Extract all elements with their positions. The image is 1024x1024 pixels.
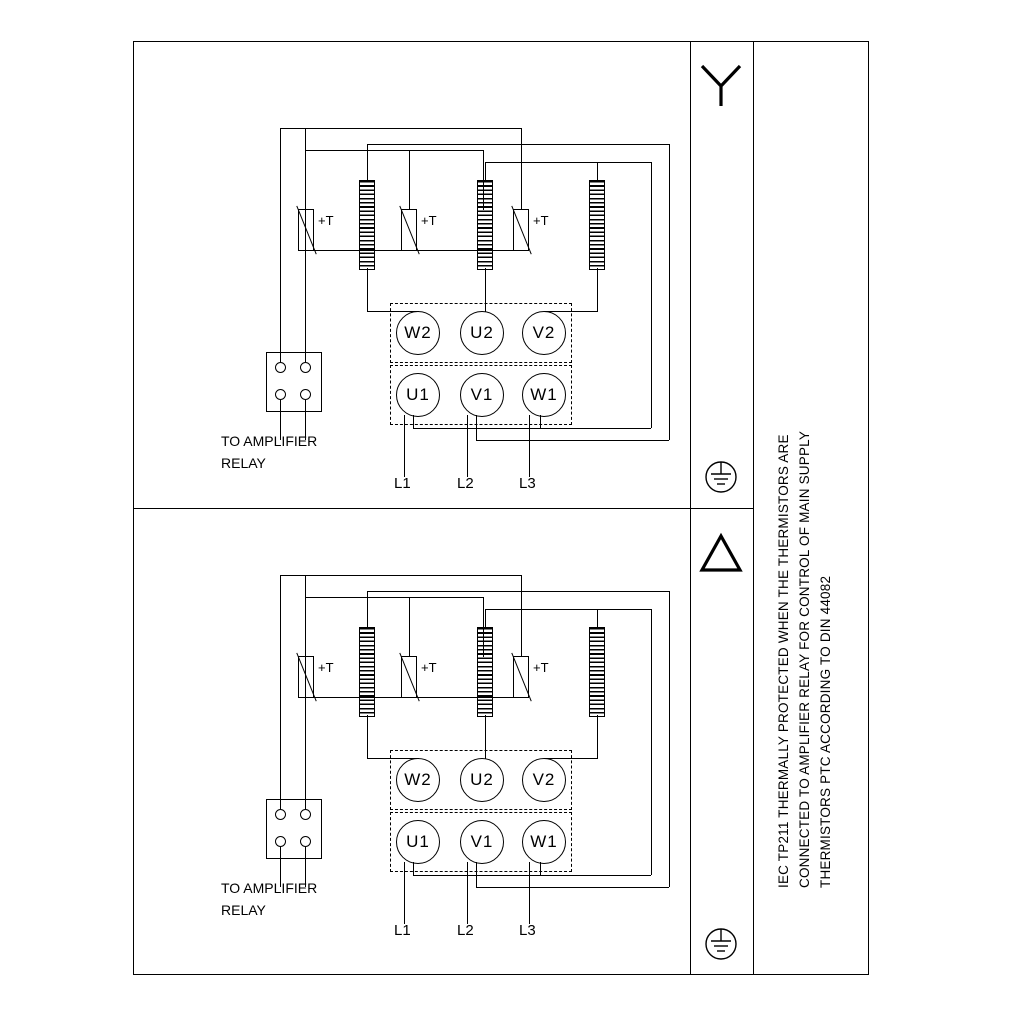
winding-coil-3-star — [589, 180, 605, 270]
bottom-bus-2-drop-delta — [476, 862, 477, 888]
divider-text-column — [753, 41, 754, 975]
terminal-v2-star: V2 — [522, 311, 566, 355]
note-line-3: THERMISTORS PTC ACCORDING TO DIN 44082 — [818, 575, 833, 888]
inner-loop-left-delta — [485, 609, 486, 629]
phase-l2-star: L2 — [457, 475, 474, 492]
phase-l1-delta: L1 — [394, 922, 411, 939]
divider-panels — [133, 508, 753, 509]
bottom-bus-2-drop-star — [476, 415, 477, 441]
connector-pin-2-delta — [300, 809, 311, 820]
outer-loop-top-delta — [367, 591, 670, 592]
outer-loop-left-delta — [367, 591, 368, 629]
phase-l2-delta: L2 — [457, 922, 474, 939]
winding-coil-2-delta — [477, 627, 493, 717]
note-line-1: IEC TP211 THERMALLY PROTECTED WHEN THE THERMISTORS ARE — [776, 434, 791, 888]
v2-stub-delta — [544, 758, 597, 759]
thermistor-link-1-star — [306, 250, 410, 251]
w1-lead-delta — [529, 862, 530, 924]
v1-lead-star — [467, 415, 468, 477]
amplifier-label-line2-delta: RELAY — [221, 902, 266, 918]
thermistor-link-2-delta — [409, 697, 522, 698]
bottom-bus-1-drop-delta — [413, 862, 414, 876]
thermistor-3-label-delta: +T — [533, 660, 549, 675]
thermistor-link-2-star — [409, 250, 522, 251]
thermistor-2-label-delta: +T — [421, 660, 437, 675]
thermistor-1-label-star: +T — [318, 213, 334, 228]
amplifier-wire-left-star — [280, 128, 281, 362]
terminal-u2-star: U2 — [460, 311, 504, 355]
thermistor-drop-c-star — [409, 150, 410, 210]
phase-l3-star: L3 — [519, 475, 536, 492]
outer-loop-right-star — [669, 144, 670, 440]
thermistor-drop-a-star — [521, 128, 522, 210]
earth-ground-icon — [700, 458, 742, 496]
winding-coil-1-delta — [359, 627, 375, 717]
terminal-u1-star: U1 — [396, 373, 440, 417]
wye-symbol — [698, 62, 744, 110]
amplifier-connector-star — [266, 352, 322, 412]
earth-ground-icon-delta — [700, 925, 742, 963]
v1-lead-delta — [467, 862, 468, 924]
amplifier-label-line2-star: RELAY — [221, 455, 266, 471]
bottom-bus-2-delta — [476, 887, 669, 888]
outer-loop-left-star — [367, 144, 368, 182]
phase-l1-star: L1 — [394, 475, 411, 492]
terminal-block-bottom-delta — [390, 812, 572, 872]
w2-stub-delta — [367, 758, 419, 759]
u1-lead-star — [404, 415, 405, 477]
winding-coil-2-star — [477, 180, 493, 270]
coil3-top-feed-delta — [597, 609, 598, 629]
winding-coil-1-star — [359, 180, 375, 270]
coil2-to-u2-delta — [485, 715, 486, 759]
connector-pin-1-star — [275, 362, 286, 373]
coil2-to-u2-star — [485, 268, 486, 312]
terminal-v1-star: V1 — [460, 373, 504, 417]
outer-loop-right-delta — [669, 591, 670, 887]
bottom-bus-1-star — [413, 428, 651, 429]
bottom-bus-3-drop-delta — [540, 862, 541, 876]
amplifier-connector-delta — [266, 799, 322, 859]
amplifier-label-line1-delta: TO AMPLIFIER — [221, 880, 318, 896]
inner-loop-top-star — [485, 162, 652, 163]
thermistor-bus-second-delta — [305, 597, 483, 598]
thermistor-1-label-delta: +T — [318, 660, 334, 675]
terminal-u1-delta: U1 — [396, 820, 440, 864]
bottom-bus-3-drop-star — [540, 415, 541, 429]
bottom-bus-1-delta — [413, 875, 651, 876]
amplifier-wire-left-delta — [280, 575, 281, 809]
delta-symbol — [698, 532, 744, 576]
terminal-block-bottom-star — [390, 365, 572, 425]
connector-pin-3-star — [275, 389, 286, 400]
connector-pin-3-delta — [275, 836, 286, 847]
connector-pin-2-star — [300, 362, 311, 373]
note-line-2: CONNECTED TO AMPLIFIER RELAY FOR CONTROL OF MAIN SUPPLY — [797, 430, 812, 888]
winding-coil-3-delta — [589, 627, 605, 717]
w1-lead-star — [529, 415, 530, 477]
outer-loop-top-star — [367, 144, 670, 145]
coil3-to-v2-delta — [597, 715, 598, 759]
bottom-bus-1-drop-star — [413, 415, 414, 429]
thermistor-bus-top-delta — [280, 575, 521, 576]
inner-loop-right-delta — [651, 609, 652, 875]
thermistor-bus-second-star — [305, 150, 483, 151]
terminal-w2-delta: W2 — [396, 758, 440, 802]
thermistor-link-1-delta — [306, 697, 410, 698]
v2-stub-star — [544, 311, 597, 312]
terminal-v1-delta: V1 — [460, 820, 504, 864]
inner-loop-right-star — [651, 162, 652, 428]
inner-loop-left-star — [485, 162, 486, 182]
inner-loop-top-delta — [485, 609, 652, 610]
thermistor-3-label-star: +T — [533, 213, 549, 228]
bottom-bus-2-star — [476, 440, 669, 441]
connector-pin-1-delta — [275, 809, 286, 820]
u1-lead-delta — [404, 862, 405, 924]
terminal-u2-delta: U2 — [460, 758, 504, 802]
amplifier-label-line1-star: TO AMPLIFIER — [221, 433, 318, 449]
coil1-to-w2-star — [367, 268, 368, 312]
coil3-top-feed-star — [597, 162, 598, 182]
phase-l3-delta: L3 — [519, 922, 536, 939]
w2-stub-star — [367, 311, 419, 312]
terminal-w1-delta: W1 — [522, 820, 566, 864]
terminal-w2-star: W2 — [396, 311, 440, 355]
amplifier-wire-right-star — [305, 128, 306, 362]
thermistor-drop-a-delta — [521, 575, 522, 657]
thermistor-2-label-star: +T — [421, 213, 437, 228]
thermistor-drop-c-delta — [409, 597, 410, 657]
coil3-to-v2-star — [597, 268, 598, 312]
terminal-w1-star: W1 — [522, 373, 566, 417]
terminal-v2-delta: V2 — [522, 758, 566, 802]
connector-pin-4-star — [300, 389, 311, 400]
amplifier-wire-right-delta — [305, 575, 306, 809]
thermistor-bus-top-star — [280, 128, 521, 129]
connector-pin-4-delta — [300, 836, 311, 847]
coil1-to-w2-delta — [367, 715, 368, 759]
